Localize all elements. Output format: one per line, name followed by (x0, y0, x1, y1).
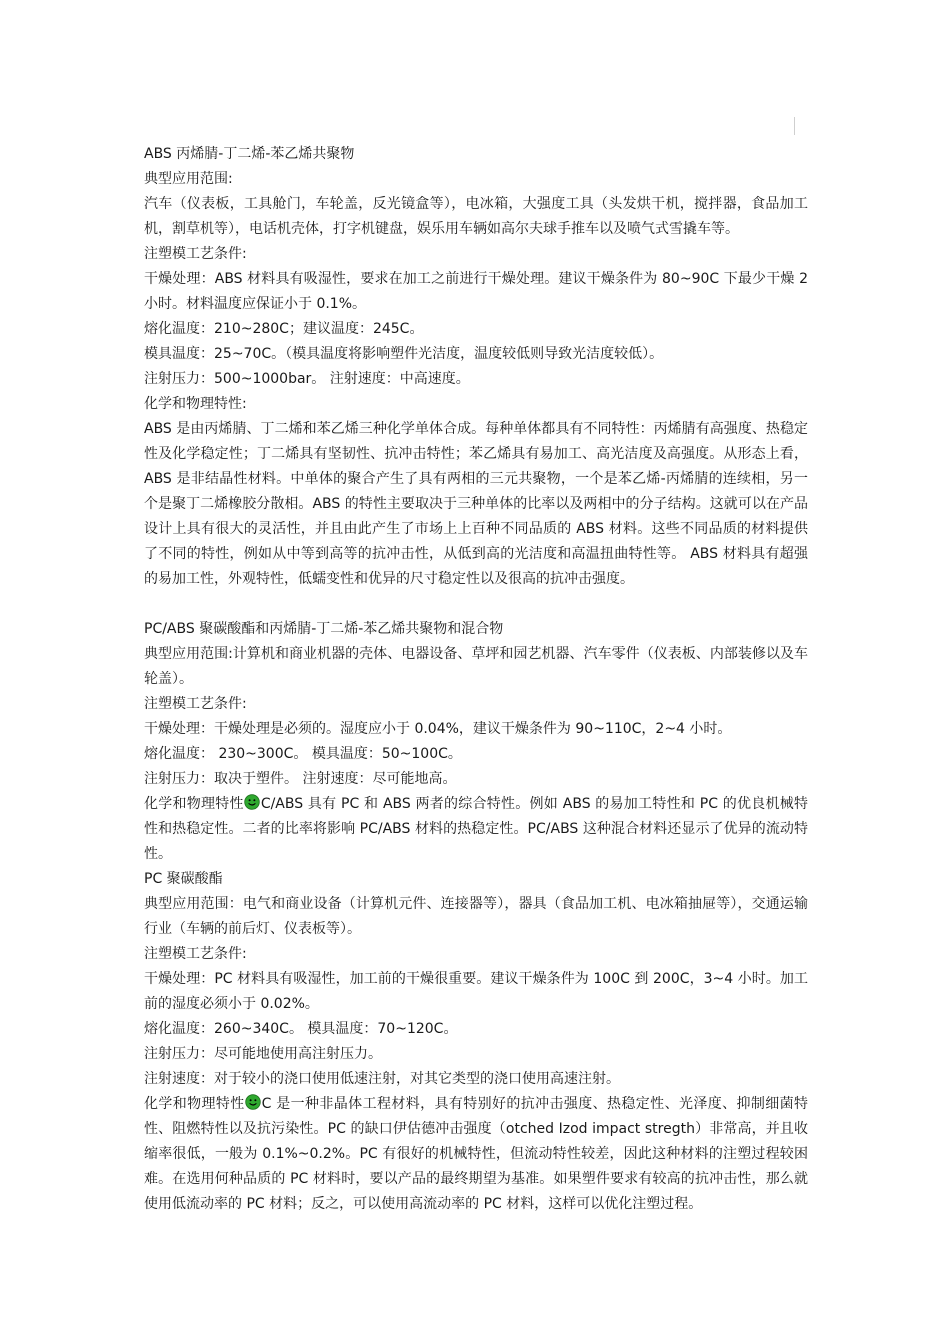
green-smiley-face-icon (245, 1094, 261, 1110)
abs-properties-text: ABS 是由丙烯腈、丁二烯和苯乙烯三种化学单体合成。每种单体都具有不同特性：丙烯腈有高强度、热稳定性及化学稳定性；丁二烯具有坚韧性、抗冲击特性；苯乙烯具有易加工、高光洁度及高强度。从形态上看，ABS 是非结晶性材料。中单体的聚合产生了具有两相的三元共聚物，一个是苯乙烯-丙烯腈的连续相，另一个是聚丁二烯橡胶分散相。ABS 的特性主要取决于三种单体的比率以及两相中的分子结构。这就可以在产品设计上具有很大的灵活性，并且由此产生了市场上上百种不同品质的 ABS 材料。这些不同品质的材料提供了不同的特性，例如从中等到高等的抗冲击性，从低到高的光洁度和高温扭曲特性等。 ABS 材料具有超强的易加工性，外观特性，低蠕变性和优异的尺寸稳定性以及很高的抗冲击强度。 (144, 421, 808, 587)
pc-properties-lead: 化学和物理特性 (144, 1096, 245, 1112)
pcabs-temperatures: 熔化温度： 230~300C。 模具温度：50~100C。 (144, 746, 462, 762)
pc-properties-text: C 是一种非晶体工程材料，具有特别好的抗冲击强度、热稳定性、光泽度、抑制细菌特性、阻燃特性以及抗污染性。PC 的缺口伊估德冲击强度（otched Izod impact stregth）非常高，并且收缩率很低，一般为 0.1%~0.2%。PC 有很好的机械特性，但流动特性较差，因此这种材料的注塑过程较困难。在选用何种品质的 PC 材料时，要以产品的最终期望为基准。如果塑件要求有较高的抗冲击性，那么就使用低流动率的 PC 材料；反之，可以使用高流动率的 PC 材料，这样可以优化注塑过程。 (144, 1096, 808, 1212)
abs-title: ABS 丙烯腈-丁二烯-苯乙烯共聚物 (144, 146, 355, 162)
pcabs-title: PC/ABS 聚碳酸酯和丙烯腈-丁二烯-苯乙烯共聚物和混合物 (144, 621, 504, 637)
green-smiley-face-icon (244, 794, 260, 810)
abs-injection-pressure: 注射压力：500~1000bar。 注射速度：中高速度。 (144, 371, 470, 387)
pc-drying: 干燥处理：PC 材料具有吸湿性，加工前的干燥很重要。建议干燥条件为 100C 到 200C，3~4 小时。加工前的湿度必须小于 0.02%。 (144, 971, 808, 1012)
section-spacer (144, 592, 808, 617)
pc-application-text: 典型应用范围：电气和商业设备（计算机元件、连接器等），器具（食品加工机、电冰箱抽屉等），交通运输行业（车辆的前后灯、仪表板等）。 (144, 896, 808, 937)
pcabs-process-heading: 注塑模工艺条件: (144, 696, 247, 712)
abs-mold-temperature: 模具温度：25~70C。（模具温度将影响塑件光洁度，温度较低则导致光洁度较低）。 (144, 346, 664, 362)
pc-injection-speed: 注射速度：对于较小的浇口使用低速注射，对其它类型的浇口使用高速注射。 (144, 1071, 620, 1087)
pcabs-drying: 干燥处理：干燥处理是必须的。湿度应小于 0.04%，建议干燥条件为 90~110C，2~4 小时。 (144, 721, 732, 737)
abs-application-heading: 典型应用范围: (144, 171, 233, 187)
pcabs-properties-text: C/ABS 具有 PC 和 ABS 两者的综合特性。例如 ABS 的易加工特性和 PC 的优良机械特性和热稳定性。二者的比率将影响 PC/ABS 材料的热稳定性。PC/ABS 这种混合材料还显示了优异的流动特性。 (144, 796, 809, 862)
abs-properties-heading: 化学和物理特性: (144, 396, 247, 412)
pc-process-heading: 注塑模工艺条件: (144, 946, 247, 962)
document-body (144, 142, 808, 1217)
pc-injection-pressure: 注射压力：尽可能地使用高注射压力。 (144, 1046, 382, 1062)
pc-temperatures: 熔化温度：260~340C。 模具温度：70~120C。 (144, 1021, 458, 1037)
pcabs-properties (144, 792, 808, 867)
abs-application-text: 汽车（仪表板，工具舱门，车轮盖，反光镜盒等），电冰箱，大强度工具（头发烘干机，搅拌器，食品加工机，割草机等），电话机壳体，打字机键盘，娱乐用车辆如高尔夫球手推车以及喷气式雪撬车等。 (144, 196, 808, 237)
abs-process-heading: 注塑模工艺条件: (144, 246, 247, 262)
pcabs-properties-lead: 化学和物理特性 (144, 796, 244, 812)
pc-properties (144, 1092, 808, 1217)
page-corner-mark (794, 117, 795, 135)
pcabs-injection: 注射压力：取决于塑件。 注射速度：尽可能地高。 (144, 771, 457, 787)
pc-title: PC 聚碳酸酯 (144, 871, 223, 887)
pcabs-application-text: 典型应用范围:计算机和商业机器的壳体、电器设备、草坪和园艺机器、汽车零件（仪表板、内部装修以及车轮盖）。 (144, 646, 808, 687)
abs-melt-temperature: 熔化温度：210~280C；建议温度：245C。 (144, 321, 424, 337)
abs-drying: 干燥处理：ABS 材料具有吸湿性，要求在加工之前进行干燥处理。建议干燥条件为 80~90C 下最少干燥 2 小时。材料温度应保证小于 0.1%。 (144, 271, 808, 312)
